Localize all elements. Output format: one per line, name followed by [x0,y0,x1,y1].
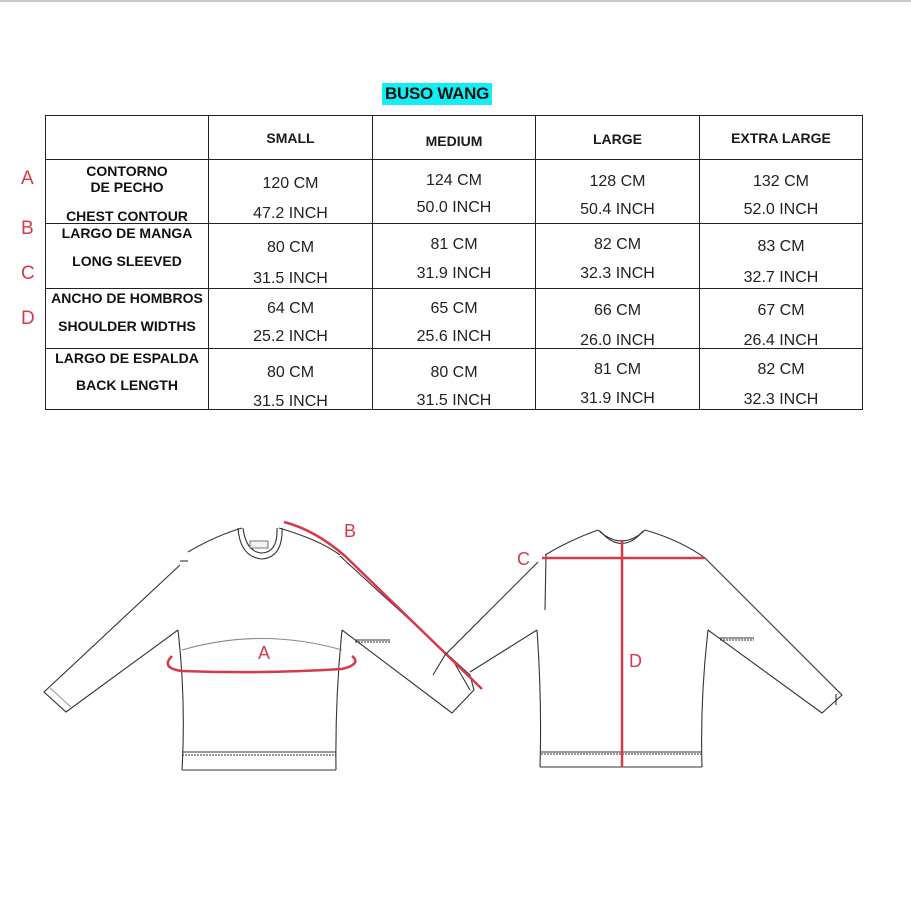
value-cell: 82 CM 32.3 INCH [536,224,700,289]
row-label-en: BACK LENGTH [76,377,178,393]
value-cell: 82 CM 32.3 INCH [700,349,863,410]
side-letter-b: B [21,218,34,239]
value-cell: 80 CM 31.5 INCH [209,349,373,410]
neck-tag [250,541,268,548]
row-label-es: CONTORNO DE PECHO [86,163,168,195]
side-letter-d: D [21,308,35,329]
side-letter-c: C [21,263,35,284]
value-cell: 81 CM 31.9 INCH [373,224,536,289]
row-label-en: CHEST CONTOUR [66,208,188,224]
sleeve-measure-line [284,522,482,689]
diagram-label-c: C [517,549,530,569]
back-sweater-drawing [433,530,842,767]
header-medium: MEDIUM [373,116,536,160]
diagram-label-b: B [344,521,357,541]
header-extra-large: EXTRA LARGE [700,116,863,160]
value-cell: 132 CM 52.0 INCH [700,160,863,224]
value-cell: 65 CM 25.6 INCH [373,289,536,349]
diagram-label-a: A [258,643,271,663]
diagram-label-d: D [629,651,642,671]
value-cell: 67 CM 26.4 INCH [700,289,863,349]
value-cell: 80 CM 31.5 INCH [209,224,373,289]
value-cell: 64 CM 25.2 INCH [209,289,373,349]
row-label-es: ANCHO DE HOMBROS [51,290,203,306]
header-small: SMALL [209,116,373,160]
page-title: BUSO WANG [382,83,492,105]
value-cell: 66 CM 26.0 INCH [536,289,700,349]
header-large: LARGE [536,116,700,160]
row-label-en: LONG SLEEVED [72,253,182,269]
value-cell: 128 CM 50.4 INCH [536,160,700,224]
value-cell: 83 CM 32.7 INCH [700,224,863,289]
value-cell: 80 CM 31.5 INCH [373,349,536,410]
value-cell: 124 CM 50.0 INCH [373,160,536,224]
value-cell: 81 CM 31.9 INCH [536,349,700,410]
side-letter-a: A [21,168,34,189]
row-label-en: SHOULDER WIDTHS [58,318,196,334]
value-cell: 120 CM 47.2 INCH [209,160,373,224]
row-label-es: LARGO DE MANGA [61,225,193,241]
row-label-es: LARGO DE ESPALDA [55,350,199,366]
